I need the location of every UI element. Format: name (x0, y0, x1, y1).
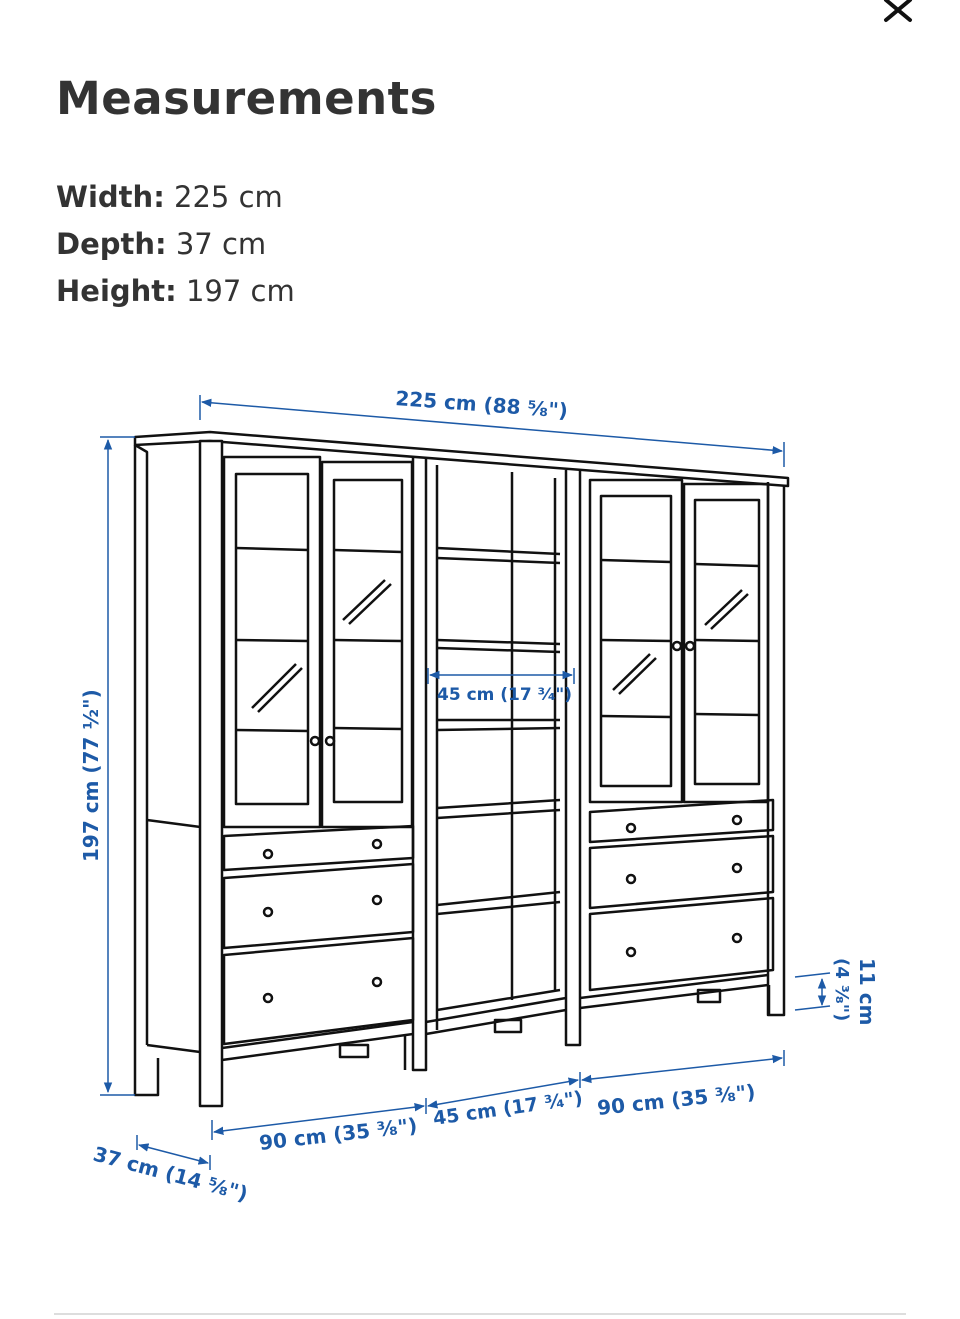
dim-inner-width: 45 cm (17 ³⁄₄") (437, 685, 572, 705)
dim-depth: 37 cm (14 ⁵⁄₈") (90, 1141, 251, 1206)
spec-height (56, 268, 295, 315)
specs-list (56, 174, 295, 315)
spec-depth (56, 221, 295, 268)
dim-leg-in: (4 ³⁄₈") (831, 958, 852, 1022)
spec-height-label: Height: (56, 274, 177, 308)
spec-width-value: 225 cm (174, 180, 283, 214)
spec-height-value: 197 cm (185, 274, 295, 308)
spec-width (56, 174, 295, 221)
dim-leg-cm: 11 cm (855, 958, 879, 1026)
dim-height: 197 cm (77 ¹⁄₂") (79, 689, 103, 862)
close-button[interactable] (876, 0, 920, 30)
close-icon (876, 0, 920, 30)
bottom-divider (54, 1313, 906, 1315)
spec-depth-value: 37 cm (175, 227, 267, 261)
dim-total-width: 225 cm (88 ⁵⁄₈") (394, 386, 569, 423)
spec-depth-label: Depth: (56, 227, 167, 261)
dim-left-unit: 90 cm (35 ³⁄₈") (257, 1113, 419, 1155)
spec-width-label: Width: (56, 180, 165, 214)
dim-middle-unit: 45 cm (17 ³⁄₄") (431, 1087, 585, 1130)
page-title: Measurements (56, 72, 437, 125)
dim-right-unit: 90 cm (35 ³⁄₈") (596, 1079, 757, 1120)
measurement-diagram (0, 360, 960, 1260)
cabinet-drawing (135, 432, 788, 1106)
